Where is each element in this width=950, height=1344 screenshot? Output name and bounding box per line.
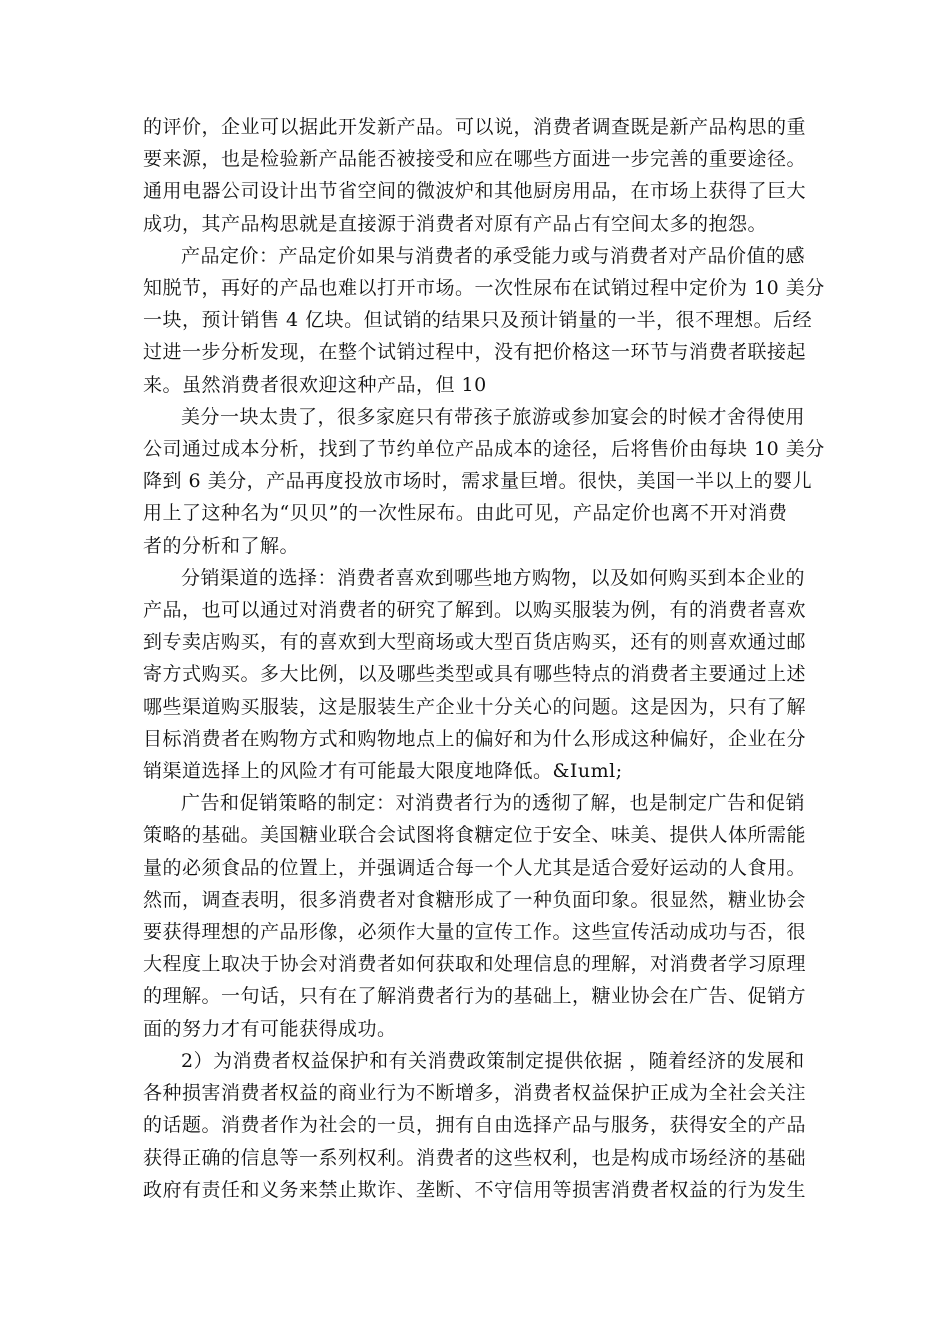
text-line: 产品定价：产品定价如果与消费者的承受能力或与消费者对产品价值的感 — [181, 244, 806, 267]
text-line: 的评价，企业可以据此开发新产品。可以说，消费者调查既是新产品构思的重 — [143, 116, 807, 138]
text-line: 的理解。一句话，只有在了解消费者行为的基础上，糖业协会在广告、促销方 — [143, 985, 807, 1008]
text-line: 降到 6 美分，产品再度投放市场时，需求量巨增。很快，美国一半以上的婴儿 — [143, 470, 813, 493]
text-line: 策略的基础。美国糖业联合会试图将食糖定位于安全、味美、提供人体所需能 — [143, 824, 807, 847]
text-line: 然而，调查表明，很多消费者对食糖形成了一种负面印象。很显然，糖业协会 — [143, 888, 807, 911]
text-line: 者的分析和了解。 — [143, 534, 300, 557]
text-line: 广告和促销策略的制定：对消费者行为的透彻了解，也是制定广告和促销 — [181, 792, 806, 815]
paragraph-consumer-rights — [143, 1045, 813, 1206]
text-line: 公司通过成本分析，找到了节约单位产品成本的途径，后将售价由每块 10 美分 — [143, 438, 825, 461]
text-line: 大程度上取决于协会对消费者如何获取和处理信息的理解，对消费者学习原理 — [143, 953, 807, 976]
text-line: 哪些渠道购买服装，这是服装生产企业十分关心的问题。这是因为，只有了解 — [143, 695, 807, 718]
text-line: 过进一步分析发现，在整个试销过程中，没有把价格这一环节与消费者联接起 — [143, 341, 807, 364]
text-line: 目标消费者在购物方式和购物地点上的偏好和为什么形成这种偏好，企业在分 — [143, 727, 807, 750]
text-line: 销渠道选择上的风险才有可能最大限度地降低。&Iuml; — [143, 760, 623, 783]
text-line: 美分一块太贵了，很多家庭只有带孩子旅游或参加宴会的时候才舍得使用 — [181, 405, 806, 428]
paragraph-advertising-promotion — [143, 787, 813, 1045]
text-line: 到专卖店购买，有的喜欢到大型商场或大型百货店购买，还有的则喜欢通过邮 — [143, 631, 807, 654]
text-line: 产品，也可以通过对消费者的研究了解到。以购买服装为例，有的消费者喜欢 — [143, 599, 807, 622]
text-line: 一块，预计销售 4 亿块。但试销的结果只及预计销量的一半，很不理想。后经 — [143, 309, 813, 332]
text-line: 要来源，也是检验新产品能否被接受和应在哪些方面进一步完善的重要途径。 — [143, 148, 807, 171]
text-line: 政府有责任和义务来禁止欺诈、垄断、不守信用等损害消费者权益的行为发生 — [143, 1178, 807, 1201]
document-body — [143, 111, 825, 1206]
paragraph-distribution-channels — [143, 562, 813, 787]
paragraph-product-idea-continuation — [143, 111, 813, 240]
text-line: 寄方式购买。多大比例，以及哪些类型或具有哪些特点的消费者主要通过上述 — [143, 663, 807, 686]
text-line: 成功，其产品构思就是直接源于消费者对原有产品占有空间太多的抱怨。 — [143, 212, 768, 235]
text-line: 来。虽然消费者很欢迎这种产品，但 10 — [143, 373, 487, 396]
text-line: 的话题。消费者作为社会的一员，拥有自由选择产品与服务，获得安全的产品 — [143, 1114, 807, 1137]
text-line: 各种损害消费者权益的商业行为不断增多，消费者权益保护正成为全社会关注 — [143, 1082, 807, 1105]
text-line: 要获得理想的产品形像，必须作大量的宣传工作。这些宣传活动成功与否，很 — [143, 921, 807, 944]
text-line: 2）为消费者权益保护和有关消费政策制定提供依据 ，随着经济的发展和 — [181, 1049, 805, 1072]
text-line: 通用电器公司设计出节省空间的微波炉和其他厨房用品，在市场上获得了巨大 — [143, 180, 807, 203]
text-line: 分销渠道的选择：消费者喜欢到哪些地方购物，以及如何购买到本企业的 — [181, 566, 806, 589]
text-line: 知脱节，再好的产品也难以打开市场。一次性尿布在试销过程中定价为 10 美分 — [143, 277, 825, 300]
text-line: 获得正确的信息等一系列权利。消费者的这些权利，也是构成市场经济的基础 — [143, 1146, 807, 1169]
paragraph-pricing-continuation — [143, 401, 825, 562]
text-line: 面的努力才有可能获得成功。 — [143, 1017, 397, 1040]
text-line: 用上了这种名为“贝贝”的一次性尿布。由此可见，产品定价也离不开对消费 — [143, 502, 788, 525]
text-line: 量的必须食品的位置上，并强调适合每一个人尤其是适合爱好运动的人食用。 — [143, 856, 807, 879]
paragraph-product-pricing — [143, 240, 825, 401]
